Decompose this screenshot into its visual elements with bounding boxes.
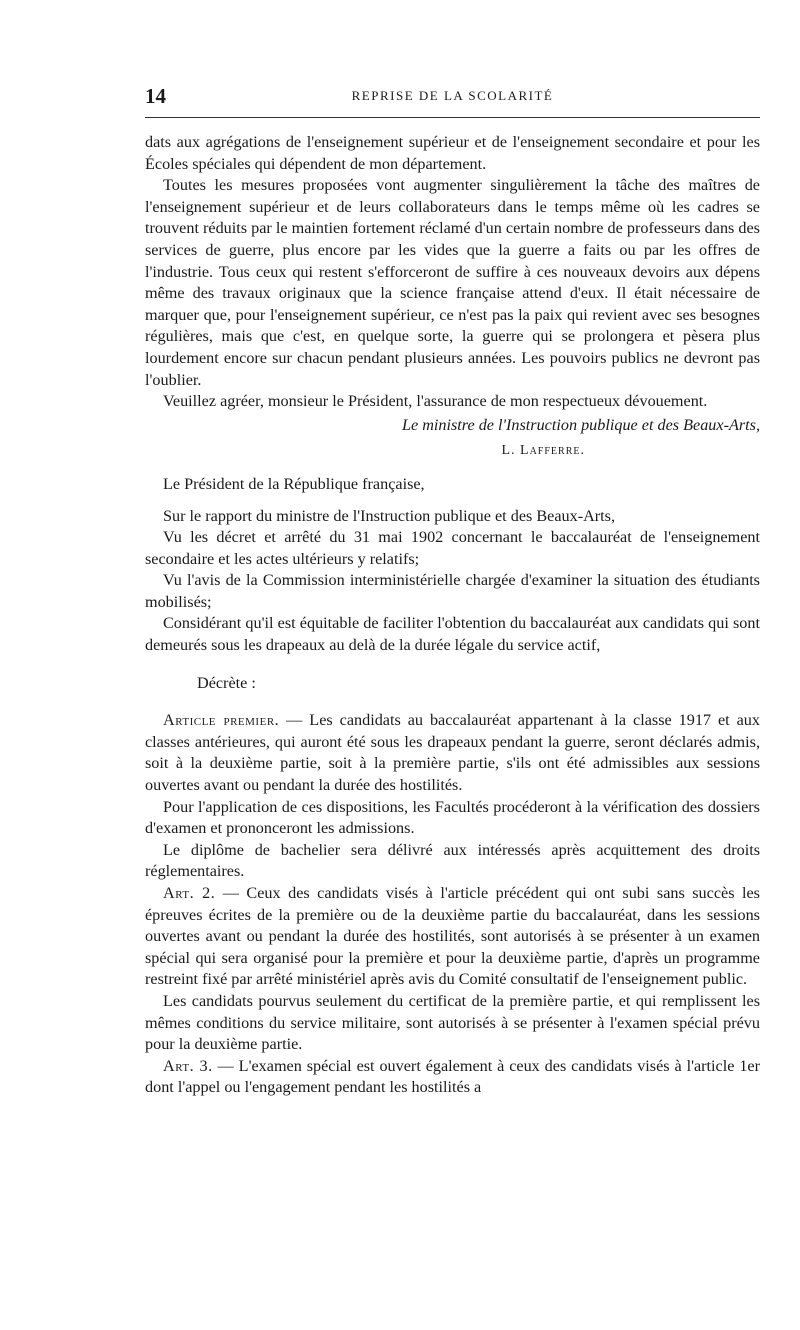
main-text (145, 132, 760, 1099)
article-2-label: Art. 2. (163, 884, 216, 902)
signature-name: L. Lafferre. (501, 443, 585, 459)
header-rule (145, 117, 760, 118)
visa-decret: Vu les décret et arrêté du 31 mai 1902 concernant le baccalauréat de l'enseignement secondaire et les actes ultérieurs y relatifs; (145, 528, 760, 568)
visa-commission: Vu l'avis de la Commission interministérielle chargée d'examiner la situation des étudiants mobilisés; (145, 571, 760, 611)
page-header (145, 84, 760, 108)
visa-rapport: Sur le rapport du ministre de l'Instruction publique et des Beaux-Arts, (163, 506, 616, 525)
paragraph-measures: Toutes les mesures proposées vont augmenter singulièrement la tâche des maîtres de l'enseignement supérieur et de leurs collaborateurs dans le temps même où les cadres se trouvent réduits par le maintien fortement réclamé d'un certain nombre de professeurs dans des services de guerre, plus encore par les vides que la guerre a faits ou par les offres de l'industrie. Tous ceux qui restent s'efforceront de suffire à ces nouveaux devoirs aux dépens même des travaux originaux que la science française attend d'eux. Il était nécessaire de marquer que, pour l'enseignement supérieur, ce n'est pas la paix qui revient avec ses besognes régulières, mais que c'est, en quelque sorte, la guerre qui se prolongera et pèsera plus lourdement encore sur chacun pendant plusieurs années. Les pouvoirs publics ne devront pas l'oublier. (145, 176, 760, 389)
article-1-paragraph-3: Le diplôme de bachelier sera délivré aux intéressés après acquittement des droits réglementaires. (145, 840, 760, 881)
signature-title: Le ministre de l'Instruction publique et des Beaux-Arts, (401, 415, 760, 434)
article-1-text: — Les candidats au baccalauréat appartenant à la classe 1917 et aux classes antérieures, qui auront été sous les drapeaux pendant la guerre, seront déclarés admis, soit à la deuxième partie, soit à la première partie, s'ils ont été admissibles aux sessions ouvertes avant ou pendant la durée des hostilités. (145, 711, 760, 795)
article-2-paragraph-2: Les candidats pourvus seulement du certificat de la première partie, et qui remplissent les mêmes conditions du service militaire, sont autorisés à se présenter à l'examen spécial prévu pour la deuxième partie. (145, 991, 760, 1054)
article-3-text: — L'examen spécial est ouvert également à ceux des candidats visés à l'article 1er dont l'appel ou l'engagement pendant les hostilités a (145, 1056, 760, 1097)
decrete-heading: Décrète : (197, 673, 256, 692)
article-1 (145, 710, 760, 796)
article-2-text: — Ceux des candidats visés à l'article précédent qui ont subi sans succès les épreuves écrites de la première ou de la deuxième partie du baccalauréat, dans les sessions ouvertes avant ou pendant la durée des hostilités, sont autorisés à se présenter à un examen spécial qui sera organisé pour la première et pour la deuxième partie, d'après un programme restreint fixé par arrêté ministériel après avis du Comité consultatif de l'enseignement public. (145, 884, 760, 989)
running-title: REPRISE DE LA SCOLARITÉ (351, 88, 554, 103)
article-3 (145, 1056, 760, 1099)
article-3-label: Art. 3. (163, 1056, 213, 1075)
page-number: 14 (145, 84, 166, 108)
paragraph-continuation: dats aux agrégations de l'enseignement supérieur et de l'enseignement secondaire et pour les Écoles spéciales qui dépendent de mon département. (145, 133, 760, 173)
article-1-label: Article premier. (163, 711, 280, 730)
president-heading: Le Président de la République française, (163, 474, 425, 493)
paragraph-closing: Veuillez agréer, monsieur le Président, l'assurance de mon respectueux dévouement. (163, 392, 708, 411)
article-2 (145, 883, 760, 991)
considerant: Considérant qu'il est équitable de faciliter l'obtention du baccalauréat aux candidats qui sont demeurés sous les drapeaux au delà de la durée légale du service actif, (145, 614, 760, 655)
article-1-paragraph-2: Pour l'application de ces dispositions, les Facultés procéderont à la vérification des dossiers d'examen et prononceront les admissions. (145, 797, 760, 838)
